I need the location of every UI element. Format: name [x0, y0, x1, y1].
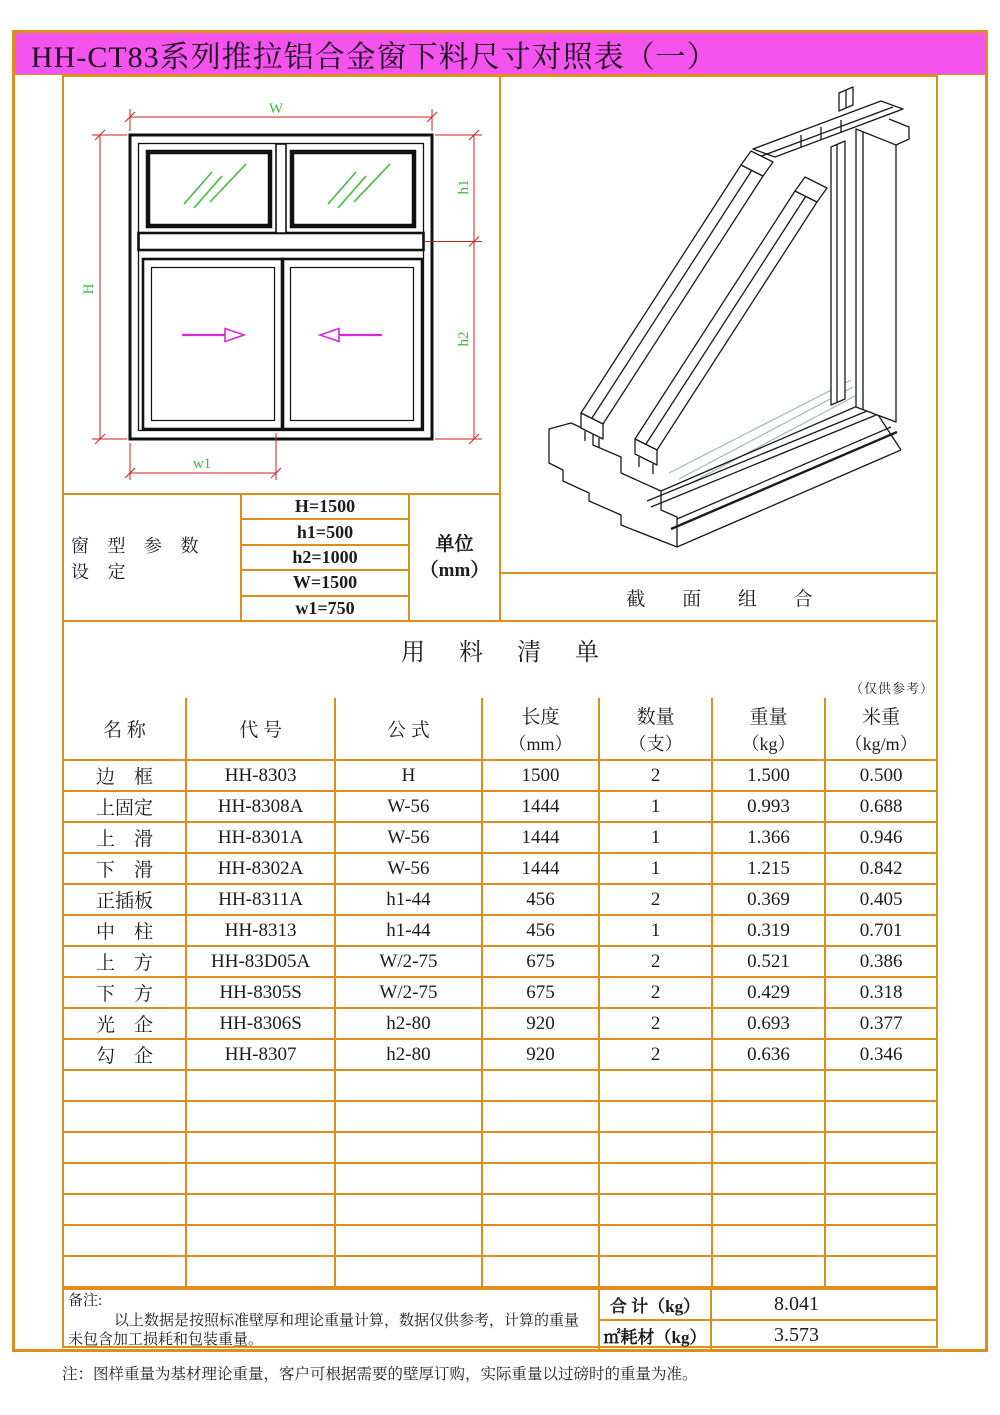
- table-cell: 0.946: [825, 822, 936, 853]
- reference-note: （仅供参考）: [849, 681, 934, 696]
- table-cell: 勾 企: [64, 1039, 186, 1070]
- empty-table-row: [64, 1163, 936, 1194]
- empty-table-cell: [599, 1163, 711, 1194]
- empty-table-cell: [186, 1132, 335, 1163]
- empty-table-cell: [825, 1194, 936, 1225]
- table-cell: 下 滑: [64, 853, 186, 884]
- empty-table-cell: [599, 1256, 711, 1287]
- table-cell: W-56: [335, 853, 481, 884]
- empty-table-cell: [482, 1101, 600, 1132]
- table-cell: 1: [599, 791, 711, 822]
- empty-table-cell: [599, 1132, 711, 1163]
- table-cell: 1.366: [712, 822, 825, 853]
- dim-label-w1: w1: [192, 456, 212, 472]
- unit-label: 单位: [435, 533, 474, 555]
- window-elevation-drawing: [64, 77, 499, 493]
- table-cell: H: [335, 760, 481, 791]
- empty-table-cell: [482, 1225, 600, 1256]
- table-cell: HH-8303: [186, 760, 335, 791]
- table-cell: 2: [599, 1008, 711, 1039]
- empty-table-cell: [482, 1163, 600, 1194]
- table-cell: HH-8302A: [186, 853, 335, 884]
- table-cell: 0.346: [825, 1039, 936, 1070]
- table-row: [64, 1008, 936, 1039]
- totals-values: [712, 1290, 936, 1351]
- table-cell: 0.842: [825, 853, 936, 884]
- empty-table-row: [64, 1256, 936, 1287]
- table-cell: HH-8308A: [186, 791, 335, 822]
- table-row: [64, 977, 936, 1008]
- parameters-values: [242, 495, 410, 620]
- empty-table-cell: [825, 1132, 936, 1163]
- table-cell: h2-80: [335, 1039, 481, 1070]
- table-cell: 456: [482, 884, 600, 915]
- table-cell: 1444: [482, 822, 600, 853]
- empty-table-cell: [482, 1194, 600, 1225]
- cross-section-panel: [501, 77, 938, 620]
- per-sqm-label: ㎡耗材（kg）: [603, 1328, 707, 1348]
- table-cell: 2: [599, 1039, 711, 1070]
- materials-title: 用 料 清 单: [401, 640, 613, 666]
- table-cell: 920: [482, 1008, 600, 1039]
- table-cell: 1444: [482, 853, 600, 884]
- empty-table-cell: [64, 1194, 186, 1225]
- empty-table-cell: [599, 1194, 711, 1225]
- table-cell: 0.688: [825, 791, 936, 822]
- unit-cell: [410, 495, 499, 620]
- empty-table-cell: [825, 1256, 936, 1287]
- empty-table-cell: [186, 1194, 335, 1225]
- remarks-line2: 未包含加工损耗和包装重量。: [68, 1332, 264, 1348]
- totals-labels: [600, 1290, 712, 1351]
- empty-table-cell: [599, 1225, 711, 1256]
- table-cell: HH-8311A: [186, 884, 335, 915]
- table-cell: W/2-75: [335, 946, 481, 977]
- empty-table-row: [64, 1070, 936, 1101]
- table-cell: 光 企: [64, 1008, 186, 1039]
- param-row-h2: h2=1000: [242, 546, 408, 571]
- table-cell: 0.377: [825, 1008, 936, 1039]
- table-cell: 0.386: [825, 946, 936, 977]
- empty-table-cell: [599, 1101, 711, 1132]
- param-row-H: H=1500: [242, 495, 408, 520]
- dim-label-h2: h2: [456, 331, 472, 347]
- table-cell: 0.993: [712, 791, 825, 822]
- table-cell: 上固定: [64, 791, 186, 822]
- dim-label-h: H: [81, 283, 97, 295]
- table-cell: 675: [482, 977, 600, 1008]
- title-banner: [15, 33, 985, 75]
- total-weight-value: 8.041: [712, 1290, 936, 1321]
- dim-label-w: W: [268, 101, 284, 117]
- table-cell: HH-8306S: [186, 1008, 335, 1039]
- table-cell: 0.369: [712, 884, 825, 915]
- table-row: [64, 760, 936, 791]
- empty-table-cell: [712, 1132, 825, 1163]
- window-elevation-svg: [64, 77, 501, 493]
- total-weight-label: 合 计（kg）: [600, 1290, 710, 1321]
- table-cell: 2: [599, 977, 711, 1008]
- table-cell: 上 方: [64, 946, 186, 977]
- page-title: HH-CT83系列推拉铝合金窗下料尺寸对照表（一）: [31, 40, 718, 74]
- table-cell: W/2-75: [335, 977, 481, 1008]
- empty-table-cell: [186, 1163, 335, 1194]
- empty-table-cell: [64, 1101, 186, 1132]
- param-row-W: W=1500: [242, 571, 408, 596]
- col-header-weight: 重量 （kg）: [712, 698, 825, 760]
- remarks-title: 备注:: [68, 1293, 103, 1309]
- table-cell: 1500: [482, 760, 600, 791]
- empty-table-cell: [64, 1132, 186, 1163]
- table-cell: 上 滑: [64, 822, 186, 853]
- footer-note: 注：图样重量为基材理论重量，客户可根据需要的壁厚订购，实际重量以过磅时的重量为准。: [62, 1366, 698, 1383]
- table-cell: HH-8301A: [186, 822, 335, 853]
- empty-table-cell: [335, 1070, 481, 1101]
- parameters-group-label: 窗 型 参 数 设 定: [64, 495, 242, 620]
- empty-table-cell: [712, 1163, 825, 1194]
- table-cell: 0.318: [825, 977, 936, 1008]
- empty-table-cell: [482, 1132, 600, 1163]
- empty-table-cell: [186, 1070, 335, 1101]
- empty-table-cell: [335, 1194, 481, 1225]
- table-cell: 1: [599, 853, 711, 884]
- empty-table-cell: [712, 1101, 825, 1132]
- empty-table-cell: [599, 1070, 711, 1101]
- param-row-h1: h1=500: [242, 520, 408, 545]
- table-cell: HH-8313: [186, 915, 335, 946]
- col-header-meter-weight: 米重 （kg/m）: [825, 698, 936, 760]
- materials-header-band: [64, 620, 936, 698]
- table-cell: 2: [599, 884, 711, 915]
- table-row: [64, 1039, 936, 1070]
- cross-section-label: 截 面 组 合: [501, 572, 938, 620]
- table-cell: 1: [599, 915, 711, 946]
- empty-table-cell: [335, 1225, 481, 1256]
- totals-block: [64, 1288, 936, 1351]
- window-parameters-table: [64, 493, 499, 620]
- empty-table-cell: [335, 1163, 481, 1194]
- param-row-w1: w1=750: [295, 597, 355, 618]
- table-row: [64, 853, 936, 884]
- remarks-cell: [64, 1290, 600, 1351]
- table-row: [64, 884, 936, 915]
- table-cell: 0.319: [712, 915, 825, 946]
- empty-table-cell: [64, 1163, 186, 1194]
- content-area: [62, 75, 938, 1348]
- empty-table-cell: [482, 1256, 600, 1287]
- empty-table-row: [64, 1194, 936, 1225]
- cross-section-drawing: [501, 77, 938, 572]
- table-cell: HH-83D05A: [186, 946, 335, 977]
- table-cell: 456: [482, 915, 600, 946]
- table-cell: 正插板: [64, 884, 186, 915]
- materials-header-row: [64, 698, 936, 760]
- table-cell: 675: [482, 946, 600, 977]
- table-cell: 1444: [482, 791, 600, 822]
- dim-label-h1: h1: [456, 179, 472, 195]
- table-cell: 0.693: [712, 1008, 825, 1039]
- empty-table-cell: [825, 1225, 936, 1256]
- empty-table-cell: [712, 1070, 825, 1101]
- table-cell: W-56: [335, 822, 481, 853]
- table-cell: 2: [599, 946, 711, 977]
- empty-table-cell: [64, 1225, 186, 1256]
- table-cell: 0.405: [825, 884, 936, 915]
- table-cell: W-56: [335, 791, 481, 822]
- col-header-code: 代 号: [186, 698, 335, 760]
- table-cell: h1-44: [335, 884, 481, 915]
- empty-table-cell: [825, 1070, 936, 1101]
- col-header-formula: 公 式: [335, 698, 481, 760]
- empty-table-cell: [64, 1070, 186, 1101]
- table-cell: 1.500: [712, 760, 825, 791]
- empty-table-cell: [64, 1256, 186, 1287]
- table-cell: 0.521: [712, 946, 825, 977]
- empty-table-cell: [712, 1256, 825, 1287]
- empty-table-cell: [712, 1225, 825, 1256]
- table-cell: 0.701: [825, 915, 936, 946]
- empty-table-cell: [825, 1163, 936, 1194]
- empty-table-row: [64, 1101, 936, 1132]
- per-sqm-value: 3.573: [774, 1324, 819, 1347]
- table-row: [64, 822, 936, 853]
- table-cell: h1-44: [335, 915, 481, 946]
- empty-table-cell: [335, 1132, 481, 1163]
- empty-table-cell: [825, 1101, 936, 1132]
- table-cell: 边 框: [64, 760, 186, 791]
- empty-table-cell: [186, 1256, 335, 1287]
- table-row: [64, 791, 936, 822]
- table-cell: 1: [599, 822, 711, 853]
- materials-table: [64, 698, 936, 1288]
- empty-table-row: [64, 1132, 936, 1163]
- table-cell: HH-8305S: [186, 977, 335, 1008]
- table-row: [64, 946, 936, 977]
- materials-tbody: [64, 760, 936, 1287]
- table-cell: 0.636: [712, 1039, 825, 1070]
- table-cell: h2-80: [335, 1008, 481, 1039]
- table-cell: 中 柱: [64, 915, 186, 946]
- cross-section-svg: [501, 77, 938, 572]
- table-cell: HH-8307: [186, 1039, 335, 1070]
- empty-table-row: [64, 1225, 936, 1256]
- table-cell: 1.215: [712, 853, 825, 884]
- empty-table-cell: [482, 1070, 600, 1101]
- empty-table-cell: [335, 1256, 481, 1287]
- col-header-length: 长度 （mm）: [482, 698, 600, 760]
- table-cell: 2: [599, 760, 711, 791]
- window-elevation-panel: [64, 77, 501, 620]
- upper-section: [64, 77, 936, 620]
- table-cell: 0.500: [825, 760, 936, 791]
- empty-table-cell: [186, 1101, 335, 1132]
- table-cell: 下 方: [64, 977, 186, 1008]
- table-row: [64, 915, 936, 946]
- table-cell: 0.429: [712, 977, 825, 1008]
- remarks-line1: 以上数据是按照标准壁厚和理论重量计算，数据仅供参考，计算的重量: [114, 1312, 580, 1329]
- table-cell: 920: [482, 1039, 600, 1070]
- unit-value: （mm）: [419, 559, 490, 581]
- empty-table-cell: [186, 1225, 335, 1256]
- col-header-qty: 数量 （支）: [599, 698, 711, 760]
- col-header-name: 名 称: [64, 698, 186, 760]
- empty-table-cell: [335, 1101, 481, 1132]
- empty-table-cell: [712, 1194, 825, 1225]
